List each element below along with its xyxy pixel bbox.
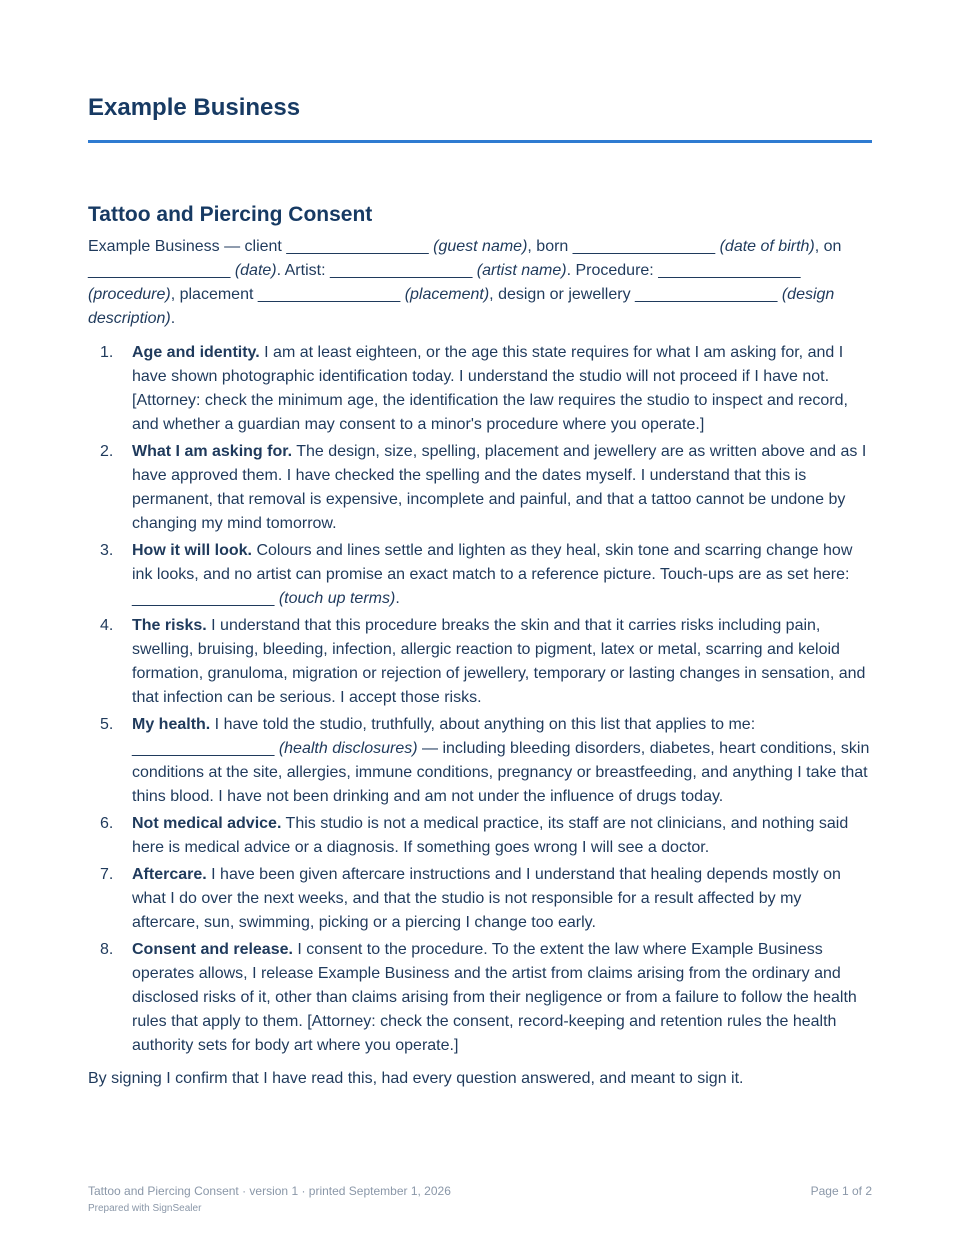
health-disclosures-label: (health disclosures): [278, 740, 418, 757]
clause-heading: My health.: [132, 716, 211, 733]
clause-body: Colours and lines settle and lighten as they heal, skin tone and scarring change how ink looks, and no artist can promise an exact match to a reference picture. Touch-ups are as set here:: [132, 542, 853, 583]
clause-risks: [88, 614, 872, 710]
page-number: Page 1 of 2: [810, 1184, 872, 1198]
guest-name-blank[interactable]: ________________: [286, 238, 429, 255]
clause-heading: What I am asking for.: [132, 443, 293, 460]
touch-up-terms-label: (touch up terms): [278, 590, 396, 607]
clause-number: 8.: [100, 941, 114, 958]
intro-on: , on: [814, 238, 842, 255]
intro-procedure: . Procedure:: [566, 262, 659, 279]
clause-heading: The risks.: [132, 617, 207, 634]
clause-how-it-will-look: [88, 539, 872, 611]
date-label: (date): [234, 262, 277, 279]
clause-body: I am at least eighteen, or the age this state requires for what I am asking for, and I have shown photographic identification today. I understand the studio will not proceed if I have not. [Attorney: check the minimum age, the identification the law requires the studio to inspect and record, and whether a guardian may consent to a minor's procedure where you operate.]: [132, 344, 848, 433]
footer-version-text: Tattoo and Piercing Consent · version 1 · printed September 1, 2026: [88, 1184, 451, 1198]
clause-tail: .: [395, 590, 400, 607]
procedure-label: (procedure): [88, 286, 171, 303]
clause-consent-release: [88, 938, 872, 1058]
clause-body: I consent to the procedure. To the extent the law where Example Business operates allows, I release Example Business and the artist from claims arising from the ordinary and disclosed risks of it, other than claims arising from their negligence or from a failure to follow the health rules that apply to them. [Attorney: check the consent, record-keeping and retention rules the health authority sets for body art where you operate.]: [132, 941, 857, 1054]
date-of-birth-blank[interactable]: ________________: [572, 238, 716, 255]
touch-up-terms-blank[interactable]: ________________: [132, 590, 275, 607]
design-label: (design description): [88, 286, 835, 327]
artist-name-blank[interactable]: ________________: [329, 262, 473, 279]
clause-heading: How it will look.: [132, 542, 252, 559]
intro-prefix: Example Business — client: [88, 238, 287, 255]
clause-my-health: [88, 713, 872, 809]
artist-name-label: (artist name): [476, 262, 567, 279]
clause-tail: — including bleeding disorders, diabetes, heart conditions, skin conditions at the site, allergies, immune conditions, pregnancy or breastfeeding, and anything I take that thins blood. I have not been drinking and am not under the influence of drugs today.: [132, 740, 870, 805]
clause-body: The design, size, spelling, placement and jewellery are as written above and as I have approved them. I have checked the spelling and the dates myself. I understand that this is permanent, that removal is expensive, incomplete and painful, and that a tattoo cannot be undone by changing my mind tomorrow.: [132, 443, 867, 532]
clause-body: I have told the studio, truthfully, about anything on this list that applies to me:: [210, 716, 756, 733]
clause-number: 7.: [100, 866, 114, 883]
intro-end: .: [170, 310, 176, 327]
clause-heading: Consent and release.: [132, 941, 293, 958]
placement-blank[interactable]: ________________: [257, 286, 401, 303]
intro-design: , design or jewellery: [489, 286, 636, 303]
procedure-blank[interactable]: ________________: [658, 262, 801, 279]
clause-not-medical-advice: [88, 812, 872, 860]
clause-body: I have been given aftercare instructions and I understand that healing depends mostly on what I do over the next weeks, and that the studio is not responsible for a result affected by my aftercare, sun, swimming, picking or a piercing I change too early.: [132, 866, 841, 931]
header-divider: [88, 140, 872, 143]
intro-paragraph: [88, 235, 878, 331]
clause-what-asking: [88, 440, 872, 536]
clause-number: 1.: [100, 344, 114, 361]
clause-number: 5.: [100, 716, 114, 733]
date-blank[interactable]: ________________: [88, 262, 231, 279]
design-blank[interactable]: ________________: [635, 286, 778, 303]
clause-heading: Not medical advice.: [132, 815, 282, 832]
intro-born: , born: [527, 238, 573, 255]
clause-aftercare: [88, 863, 872, 935]
closing-statement: By signing I confirm that I have read this, had every question answered, and meant to sign it.: [88, 1070, 744, 1087]
clause-body: This studio is not a medical practice, its staff are not clinicians, and nothing said here is medical advice or a diagnosis. If something goes wrong I will see a doctor.: [132, 815, 849, 856]
date-of-birth-label: (date of birth): [719, 238, 815, 255]
intro-placement: , placement: [170, 286, 258, 303]
clause-number: 6.: [100, 815, 114, 832]
guest-name-label: (guest name): [433, 238, 528, 255]
health-disclosures-blank[interactable]: ________________: [132, 740, 275, 757]
clause-number: 4.: [100, 617, 114, 634]
clause-heading: Age and identity.: [132, 344, 260, 361]
clause-heading: Aftercare.: [132, 866, 207, 883]
business-name: Example Business: [88, 94, 301, 121]
document-title: Tattoo and Piercing Consent: [88, 203, 373, 226]
clause-number: 2.: [100, 443, 114, 460]
intro-artist: . Artist:: [276, 262, 330, 279]
clause-list: [88, 341, 872, 1061]
footer-prepared-text: Prepared with SignSealer: [88, 1203, 202, 1214]
clause-age-identity: [88, 341, 872, 437]
clause-number: 3.: [100, 542, 114, 559]
clause-body: I understand that this procedure breaks the skin and that it carries risks including pain, swelling, bruising, bleeding, infection, allergic reaction to pigment, latex or metal, scarring and keloid formation, granuloma, migration or rejection of jewellery, temporary or lasting changes in sensation, and that infection can be serious. I accept those risks.: [132, 617, 866, 706]
footer-meta: [88, 1184, 451, 1216]
placement-label: (placement): [404, 286, 490, 303]
